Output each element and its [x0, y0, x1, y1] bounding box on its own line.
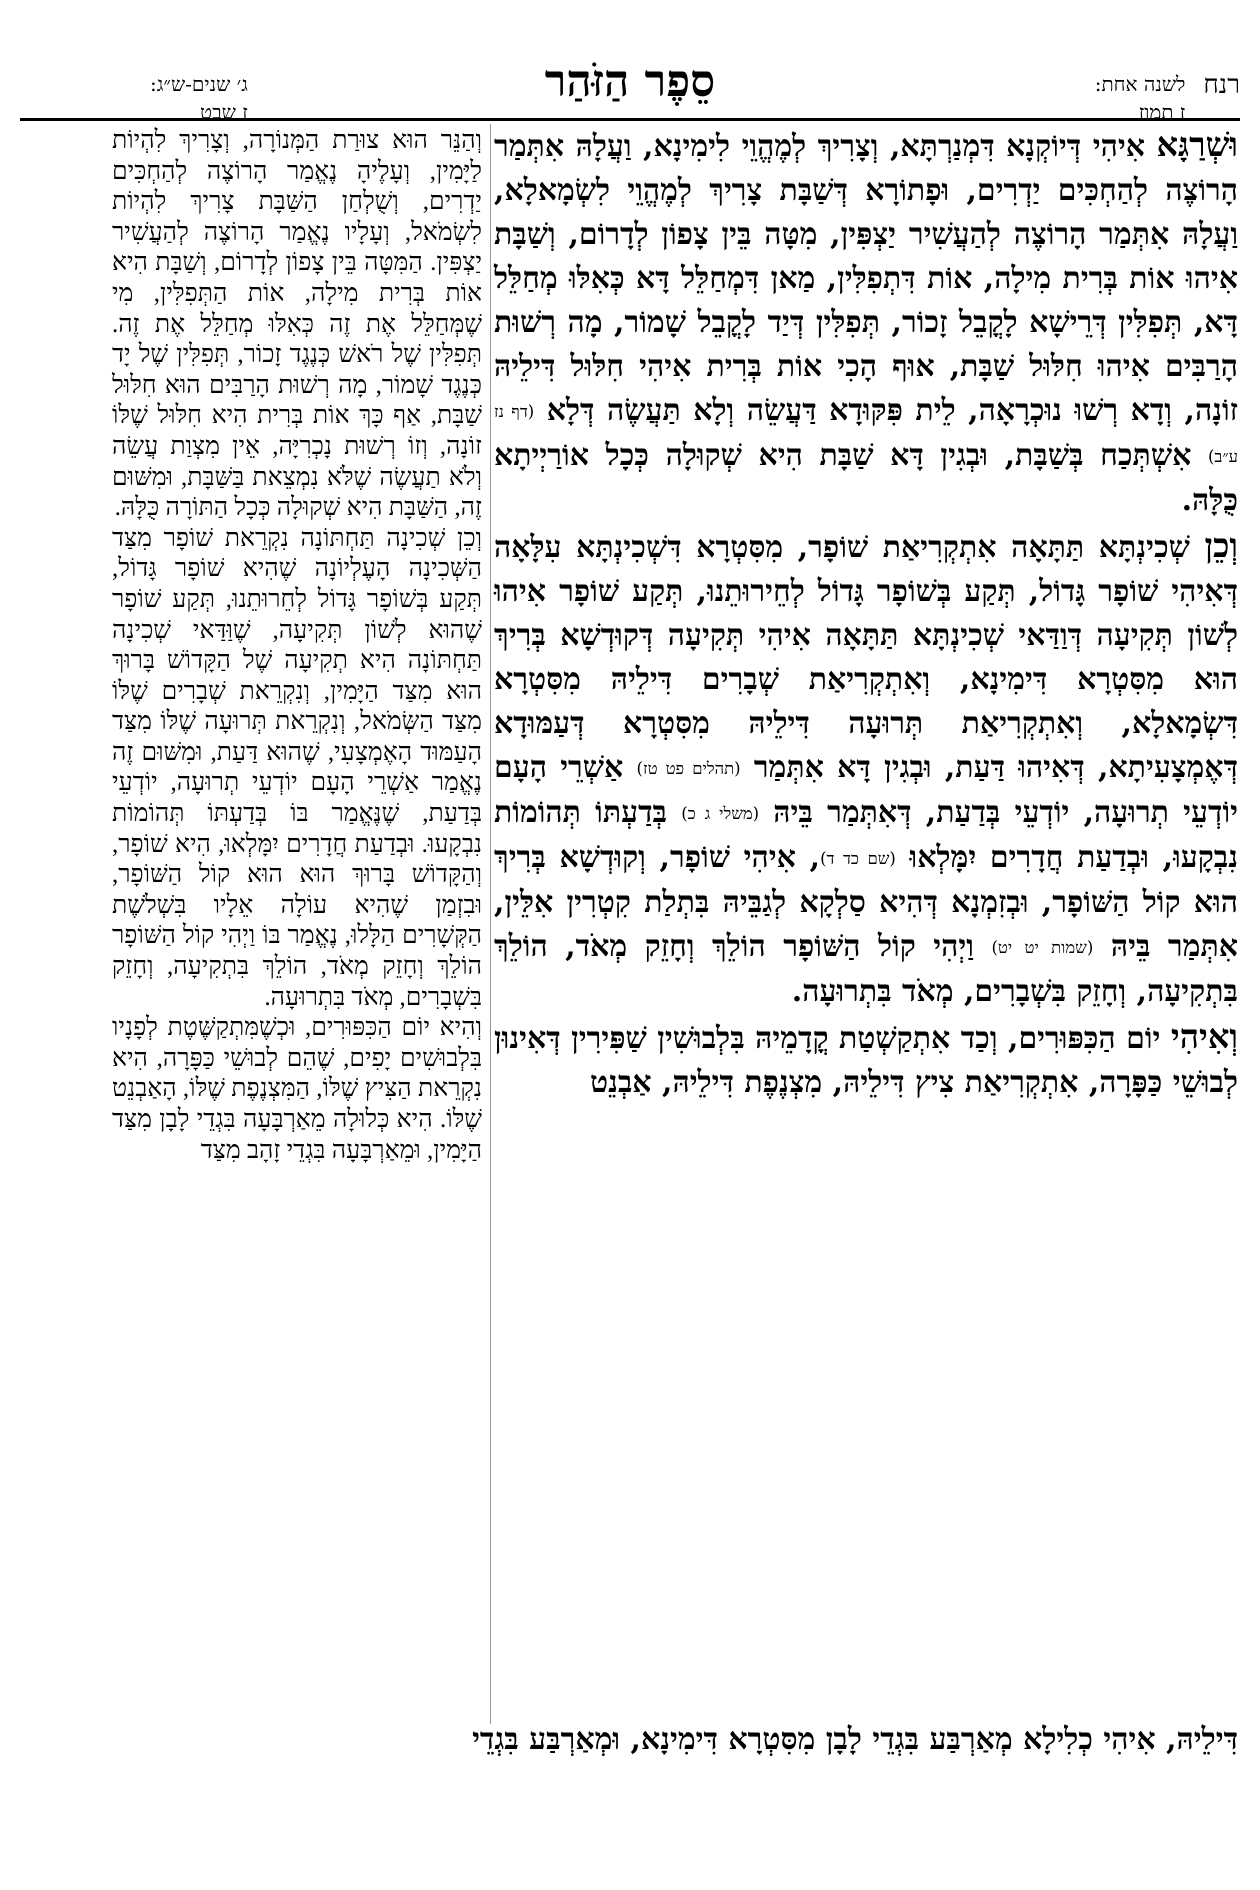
paragraph-lead-word: וְכֵן: [1204, 525, 1238, 565]
verse-reference: (שם כד ד): [820, 849, 896, 868]
paragraph-text: אִשְׁתְּכַח בְּשַׁבָּת, וּבְגִין דָּא שַׁבָּת הִיא שְׁקוּלָה כְּכָל אוֹרַיְיתָא כֻּלָּהּ.: [494, 438, 1238, 518]
translation-paragraph-1: וְהַנֵּר הוּא צוּרַת הַמְּנוֹרָה, וְצָרִיךְ לִהְיוֹת לַיָּמִין, וְעָלֶיהָ נֶאֱמַר הָרוֹצֶה לְהַחְכִּים יַדְרִים, וְשֻׁלְחַן הַשַּׁבָּת צָרִיךְ לִהְיוֹת לִשְׂמֹאל, וְעָלָיו נֶאֱמַר הָרוֹצֶה לְהַעֲשִׁיר יַצְפִּין. הַמִּטָּה בֵּין צָפוֹן לְדָרוֹם, וְשַׁבָּת הִיא אוֹת בְּרִית מִילָה, אוֹת הַתְּפִלִּין, מִי שֶׁמְּחַלֵּל אֶת זֶה כְּאִלּוּ מְחַלֵּל אֶת זֶה. תְּפִלִּין שֶׁל רֹאשׁ כְּנֶגֶד זָכוֹר, תְּפִלִּין שֶׁל יָד כְּנֶגֶד שָׁמוֹר, מָה רְשׁוּת הָרַבִּים הוּא חִלּוּל שַׁבָּת, אַף כָּךְ אוֹת בְּרִית הִיא חִלּוּל שֶׁלּוֹ זוֹנָה, וְזוֹ רְשׁוּת נָכְרִיָּה, אֵין מִצְוַת עֲשֵׂה וְלֹא תַעֲשֶׂה שֶׁלֹּא נִמְצֵאת בַּשַּׁבָּת, וּמִשּׁוּם זֶה, הַשַּׁבָּת הִיא שְׁקוּלָה כְּכָל הַתּוֹרָה כֻּלָּהּ.: [112, 127, 482, 522]
paragraph-text: יוֹם הַכִּפּוּרִים, וְכַד אִתְקַשְׁטַת קֳדָמֵיהּ בִּלְבוּשִׁין שַׁפִּירִין דְּאִינוּן לְבוּשֵׁי כַּפָּרָה, אִתְקְרִיאַת צִיץ דִּילֵיהּ, מִצְנֶפֶת דִּילֵיהּ, אַבְנֵט: [494, 1021, 1238, 1100]
column-divider: [490, 124, 491, 1724]
header-left-line1: ג׳ שנים-ש״ג:: [150, 72, 248, 96]
paragraph-text: אִיהִי דְּיוֹקְנָא דִּמְנַרְתָּא, וְצָרִיךְ לְמֶהֱוֵי לִימִינָא, וַעֲלָהּ אִתְּמַר הָרוֹצֶה לְהַחְכִּים יַדְרִים, וּפָתוֹרָא דְּשַׁבָּת צָרִיךְ לְמֶהֱוֵי לִשְׂמָאלָא, וַעֲלָהּ אִתְּמַר הָרוֹצֶה לְהַעֲשִׁיר יַצְפִּין, מִטָּה בֵּין צָפוֹן לְדָרוֹם, וְשַׁבָּת אִיהוּ אוֹת בְּרִית מִילָה, אוֹת דִּתְפִלִּין, מַאן דִּמְחַלֵּל דָּא כְּאִלּוּ מְחַלֵּל דָּא, תְּפִלִּין דְּרֵישָׁא לָקֳבֵל זָכוֹר, תְּפִלִּין דְּיַד לָקֳבֵל שָׁמוֹר, מָה רְשׁוּת הָרַבִּים אִיהוּ חִלּוּל שַׁבָּת, אוּף הָכִי אוֹת בְּרִית אִיהִי חִלּוּל דִּילֵיהּ זוֹנָה, וְדָא רְשׁוּ נוּכְרָאָה, לֵית פִּקּוּדָא דַּעֲשֵׂה וְלָא תַּעֲשֶׂה דְּלָא: [494, 129, 1238, 428]
main-paragraph-2: [494, 523, 1238, 1014]
header-rule: [20, 118, 1240, 121]
paragraph-text: , אִיהִי שׁוֹפָר, וְקוּדְשָׁא בְּרִיךְ הוּא קוֹל הַשּׁוֹפָר, וּבְזִמְנָא דְּהִיא סַלְקָא לְגַבֵּיהּ בִּתְלַת קִטְרִין אִלֵּין, אִתְּמַר בֵּיהּ: [494, 840, 1239, 964]
paragraph-text: וַיְהִי קוֹל הַשּׁוֹפָר הוֹלֵךְ וְחָזֵק מְאֹד, הוֹלֵךְ בִּתְקִיעָה, וְחָזֵק בִּשְׁבָרִים, מְאֹד בִּתְרוּעָה.: [494, 929, 1238, 1009]
verse-reference: (תהלים פט טז): [636, 759, 741, 778]
header-right-date: ז תמוז: [1138, 100, 1186, 124]
paragraph-lead-word: וּשְׁרַגָּא: [1156, 124, 1238, 164]
verse-reference: (משלי ג כ): [681, 804, 760, 823]
paragraph-lead-word: וְאִיהִי: [1170, 1016, 1238, 1056]
header-left-date: ז שבט: [200, 100, 248, 124]
main-paragraph-1: [494, 122, 1238, 523]
verse-reference: (שמות יט יט): [991, 938, 1094, 957]
translation-paragraph-2: וְכֵן שְׁכִינָה תַּחְתּוֹנָה נִקְרֵאת שׁוֹפָר מִצַּד הַשְּׁכִינָה הָעֶלְיוֹנָה שֶׁהִיא שׁוֹפָר גָּדוֹל, תְּקַע בְּשׁוֹפָר גָּדוֹל לְחֵרוּתֵנוּ, תְּקַע שׁוֹפָר שֶׁהוּא לְשׁוֹן תְּקִיעָה, שֶׁוַּדַּאי שְׁכִינָה תַּחְתּוֹנָה הִיא תְקִיעָה שֶׁל הַקָּדוֹשׁ בָּרוּךְ הוּא מִצַּד הַיָּמִין, וְנִקְרֵאת שְׁבָרִים שֶׁלּוֹ מִצַּד הַשְּׂמֹאל, וְנִקְרֵאת תְּרוּעָה שֶׁלּוֹ מִצַּד הָעַמּוּד הָאֶמְצָעִי, שֶׁהוּא דַּעַת, וּמִשּׁוּם זֶה נֶאֱמַר אַשְׁרֵי הָעָם יוֹדְעֵי תְרוּעָה, יוֹדְעֵי בְּדַעַת, שֶׁנֶּאֱמַר בּוֹ בְּדַעְתּוֹ תְּהוֹמוֹת נִבְקָעוּ. וּבְדַעַת חֲדָרִים יִמָּלְאוּ, הִיא שׁוֹפָר, וְהַקָּדוֹשׁ בָּרוּךְ הוּא הוּא קוֹל הַשּׁוֹפָר, וּבִזְמַן שֶׁהִיא עוֹלָה אֵלָיו בִּשְׁלֹשֶׁת הַקְּשָׁרִים הַלָּלוּ, נֶאֱמַר בּוֹ וַיְהִי קוֹל הַשּׁוֹפָר הוֹלֵךְ וְחָזֵק מְאֹד, הוֹלֵךְ בִּתְקִיעָה, וְחָזֵק בִּשְׁבָרִים, מְאֹד בִּתְרוּעָה.: [112, 524, 482, 1011]
book-title: סֵפֶר הַזֹּהַר: [544, 56, 716, 107]
main-paragraph-3: [494, 1014, 1238, 1105]
page-reference: (דף נז ע״ב): [494, 402, 1238, 466]
paragraph-text: בְּדַעְתּוֹ תְּהוֹמוֹת נִבְקָעוּ, וּבְדַעַת חֲדָרִים יִמָּלְאוּ: [494, 795, 1238, 875]
header-right-line1: לשנה אחת:: [1094, 72, 1186, 96]
bottom-full-width-line: דִּילֵיהּ, אִיהִי כְלִילָא מְאַרְבַּע בִּגְדֵי לָבָן מִסִּטְרָא דִּימִינָא, וּמְאַרְבַּע בִּגְדֵי: [472, 1722, 1238, 1757]
paragraph-text: אַשְׁרֵי הָעָם יוֹדְעֵי תְרוּעָה, יוֹדְעֵי בְּדַעַת, דְּאִתְּמַר בֵּיהּ: [494, 750, 1238, 830]
main-aramaic-column: [494, 122, 1238, 1105]
translation-paragraph-3: וְהִיא יוֹם הַכִּפּוּרִים, וּכְשֶׁמִּתְקַשֶּׁטֶת לְפָנָיו בִּלְבוּשִׁים יָפִים, שֶׁהֵם לְבוּשֵׁי כַּפָּרָה, הִיא נִקְרֵאת הַצִּיץ שֶׁלּוֹ, הַמִּצְנֶפֶת שֶׁלּוֹ, הָאַבְנֵט שֶׁלּוֹ. הִיא כְּלוּלָה מֵאַרְבָּעָה בִּגְדֵי לָבָן מִצַּד הַיָּמִין, וּמֵאַרְבָּעָה בִּגְדֵי זָהָב מִצַּד: [112, 1014, 482, 1164]
paragraph-text: שְׁכִינְתָּא תַּתָּאָה אִתְקְרִיאַת שׁוֹפָר, מִסִּטְרָא דִּשְׁכִינְתָּא עִלָּאָה דְּאִיהִי שׁוֹפָר גָּדוֹל, תְּקַע בְּשׁוֹפָר גָּדוֹל לְחֵירוּתֵנוּ, תְּקַע שׁוֹפָר אִיהוּ לְשׁוֹן תְּקִיעָה דְּוַדַּאי שְׁכִינְתָּא תַּתָּאָה אִיהִי תְּקִיעָה דְּקוּדְשָׁא בְּרִיךְ הוּא מִסִּטְרָא דִּימִינָא, וְאִתְקְרִיאַת שְׁבָרִים דִּילֵיהּ מִסִּטְרָא דִּשְׂמָאלָא, וְאִתְקְרִיאַת תְּרוּעָה דִּילֵיהּ מִסִּטְרָא דְּעַמּוּדָא דְּאֶמְצָעִיתָא, דְּאִיהוּ דַּעַת, וּבְגִין דָּא אִתְּמַר: [494, 530, 1238, 785]
hebrew-translation-column: [112, 126, 482, 1166]
page-number: רנח: [1203, 70, 1240, 100]
